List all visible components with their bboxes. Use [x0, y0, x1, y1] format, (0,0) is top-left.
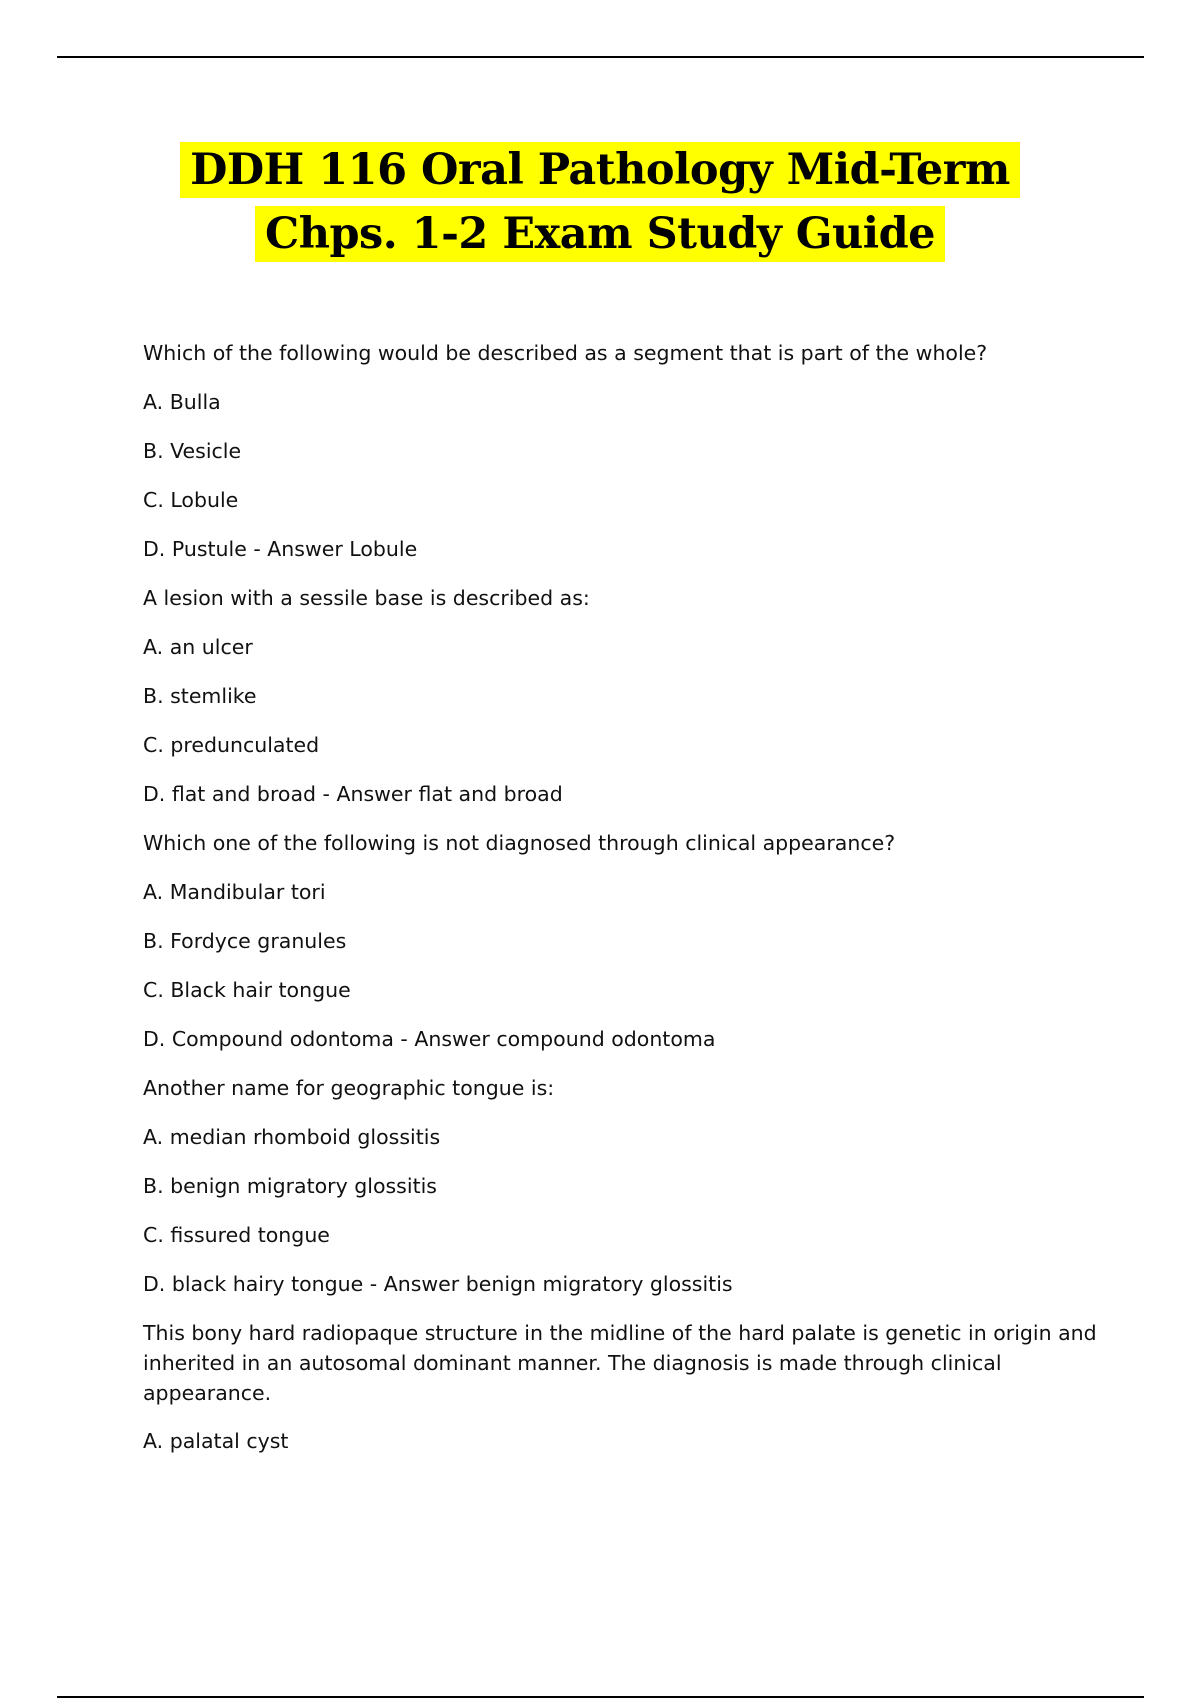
answer-line: D. Pustule - Answer Lobule [143, 537, 418, 561]
title-line-2: Chps. 1-2 Exam Study Guide [255, 206, 945, 262]
option-line: B. Vesicle [143, 439, 242, 463]
question-2: A lesion with a sessile base is described as: [143, 586, 590, 610]
option-line: A. palatal cyst [143, 1429, 289, 1453]
option-line: B. Fordyce granules [143, 929, 347, 953]
option-line: B. stemlike [143, 684, 257, 708]
study-guide-body [143, 338, 1103, 1475]
document-title [0, 142, 1200, 270]
option-line: A. median rhomboid glossitis [143, 1125, 441, 1149]
title-line-1: DDH 116 Oral Pathology Mid-Term [180, 142, 1020, 198]
option-line: C. predunculated [143, 733, 320, 757]
option-line: C. fissured tongue [143, 1223, 330, 1247]
answer-line: D. Compound odontoma - Answer compound odontoma [143, 1027, 716, 1051]
option-line: C. Black hair tongue [143, 978, 351, 1002]
answer-line: D. flat and broad - Answer flat and broad [143, 782, 563, 806]
option-line: C. Lobule [143, 488, 239, 512]
question-1: Which of the following would be described as a segment that is part of the whole? [143, 341, 988, 365]
question-4: Another name for geographic tongue is: [143, 1076, 555, 1100]
option-line: A. an ulcer [143, 635, 253, 659]
option-line: B. benign migratory glossitis [143, 1174, 437, 1198]
option-line: A. Mandibular tori [143, 880, 326, 904]
answer-line: D. black hairy tongue - Answer benign migratory glossitis [143, 1272, 733, 1296]
question-5: This bony hard radiopaque structure in the midline of the hard palate is genetic in origin and inherited in an autosomal dominant manner. The diagnosis is made through clinical appearance. [143, 1321, 1097, 1405]
header-rule [57, 56, 1144, 58]
question-3: Which one of the following is not diagnosed through clinical appearance? [143, 831, 896, 855]
footer-rule [57, 1696, 1144, 1698]
option-line: A. Bulla [143, 390, 221, 414]
